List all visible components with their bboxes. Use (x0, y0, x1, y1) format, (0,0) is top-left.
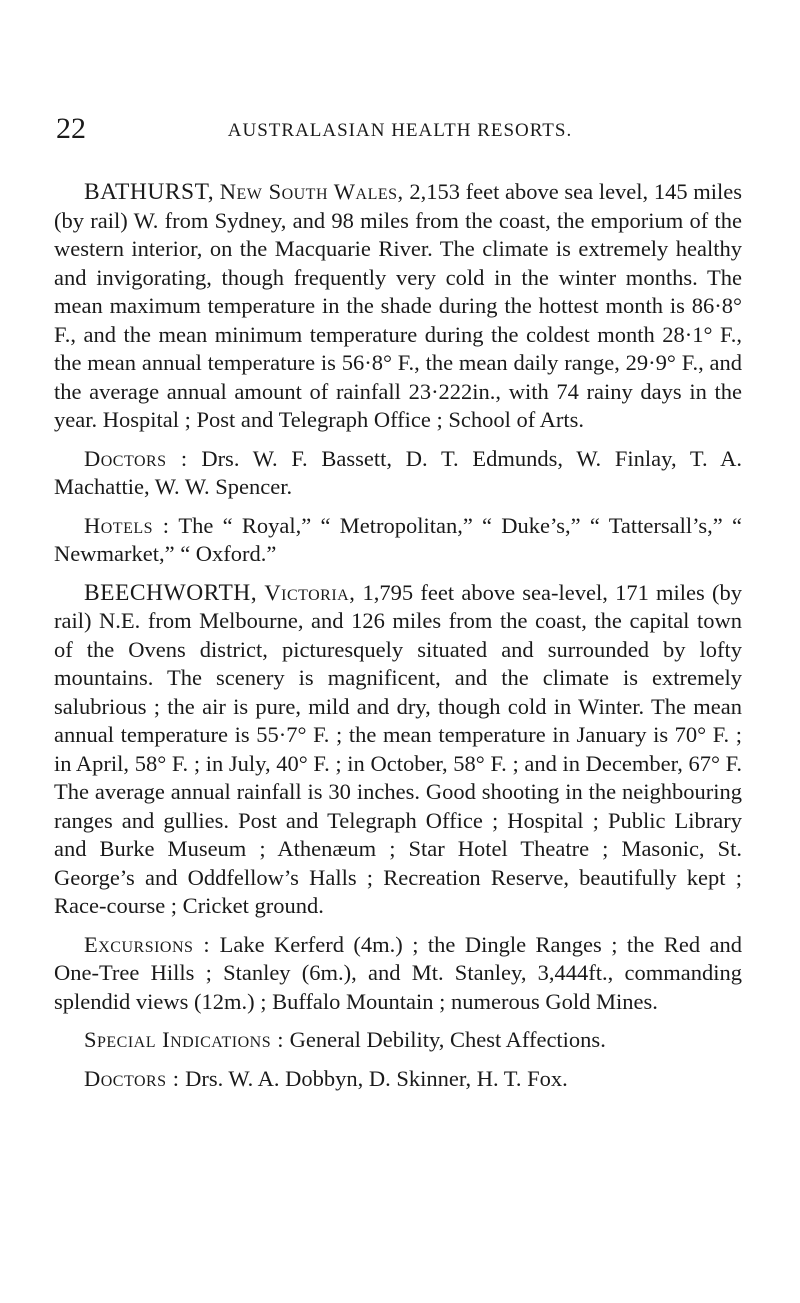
doctors-list: Drs. W. F. Bassett, D. T. Edmunds, W. Finlay, T. A. Machattie, W. W. Spencer. (54, 445, 742, 499)
page-number: 22 (56, 112, 86, 145)
bathurst-hotels (54, 512, 742, 569)
doctors-list: Drs. W. A. Dobbyn, D. Skinner, H. T. Fox. (179, 1065, 568, 1091)
beechworth-excursions (54, 931, 742, 1017)
running-head: AUSTRALASIAN HEALTH RESORTS. (227, 120, 573, 141)
beechworth-entry (54, 579, 742, 921)
bathurst-doctors (54, 445, 742, 502)
excursions-label: Excursions : (84, 931, 211, 957)
doctors-label: Doctors : (84, 1065, 180, 1091)
entry-title: BATHURST, (84, 179, 215, 205)
entry-region: New South Wales, (219, 179, 404, 204)
hotels-label: Hotels : (84, 512, 170, 538)
excursions-list: Lake Kerferd (4m.) ; the Dingle Ranges ; the Red and One-Tree Hills ; Stanley (6m.), and Mt. Stanley, 3,444ft., commanding splendid views (12m.) ; Buffalo Mountain ; numerous Gold Mines. (54, 931, 743, 1014)
entry-text: 2,153 feet above sea level, 145 miles (by rail) W. from Sydney, and 98 miles from the coast, the emporium of the western interior, on the Macquarie River. The climate is extremely healthy and invigorating, though frequently very cold in the winter months. The mean maximum temperature in the shade during the hottest month is 86·8° F., and the mean minimum temperature during the coldest month 28·1° F., the mean annual temperature is 56·8° F., the mean daily range, 29·9° F., and the average annual amount of rainfall 23·222in., with 74 rainy days in the year. Hospital ; Post and Telegraph Office ; School of Arts. (54, 179, 743, 432)
bathurst-entry (54, 178, 742, 435)
beechworth-indications (54, 1026, 742, 1055)
hotels-list: The “ Royal,” “ Metropolitan,” “ Duke’s,” “ Tattersall’s,” “ Newmarket,” “ Oxford.” (54, 512, 742, 566)
entry-region: Victoria, (264, 579, 356, 605)
entry-text: 1,795 feet above sea-level, 171 miles (by rail) N.E. from Melbourne, and 126 miles from the coast, the capital town of the Ovens district, picturesquely situated and surrounded by lofty mountains. The scenery is magnificent, and the climate is extremely salubrious ; the air is pure, mild and dry, though cold in Winter. The mean annual temperature is 55·7° F. ; the mean temperature in January is 70° F. ; in April, 58° F. ; in July, 40° F. ; in October, 58° F. ; and in December, 67° F. The average annual rainfall is 30 inches. Good shooting in the neighbouring ranges and gullies. Post and Telegraph Office ; Hospital ; Public Library and Burke Museum ; Athenæum ; Star Hotel Theatre ; Masonic, St. George’s and Oddfellow’s Halls ; Recreation Reserve, beautifully kept ; Race-course ; Cricket ground. (54, 579, 742, 918)
entry-title: BEECHWORTH, (84, 579, 258, 606)
doctors-label: Doctors : (84, 445, 188, 471)
beechworth-doctors (54, 1065, 742, 1094)
indications-label: Special Indications : (84, 1027, 285, 1052)
indications-list: General Debility, Chest Affections. (284, 1027, 606, 1052)
page-body (54, 178, 742, 1103)
